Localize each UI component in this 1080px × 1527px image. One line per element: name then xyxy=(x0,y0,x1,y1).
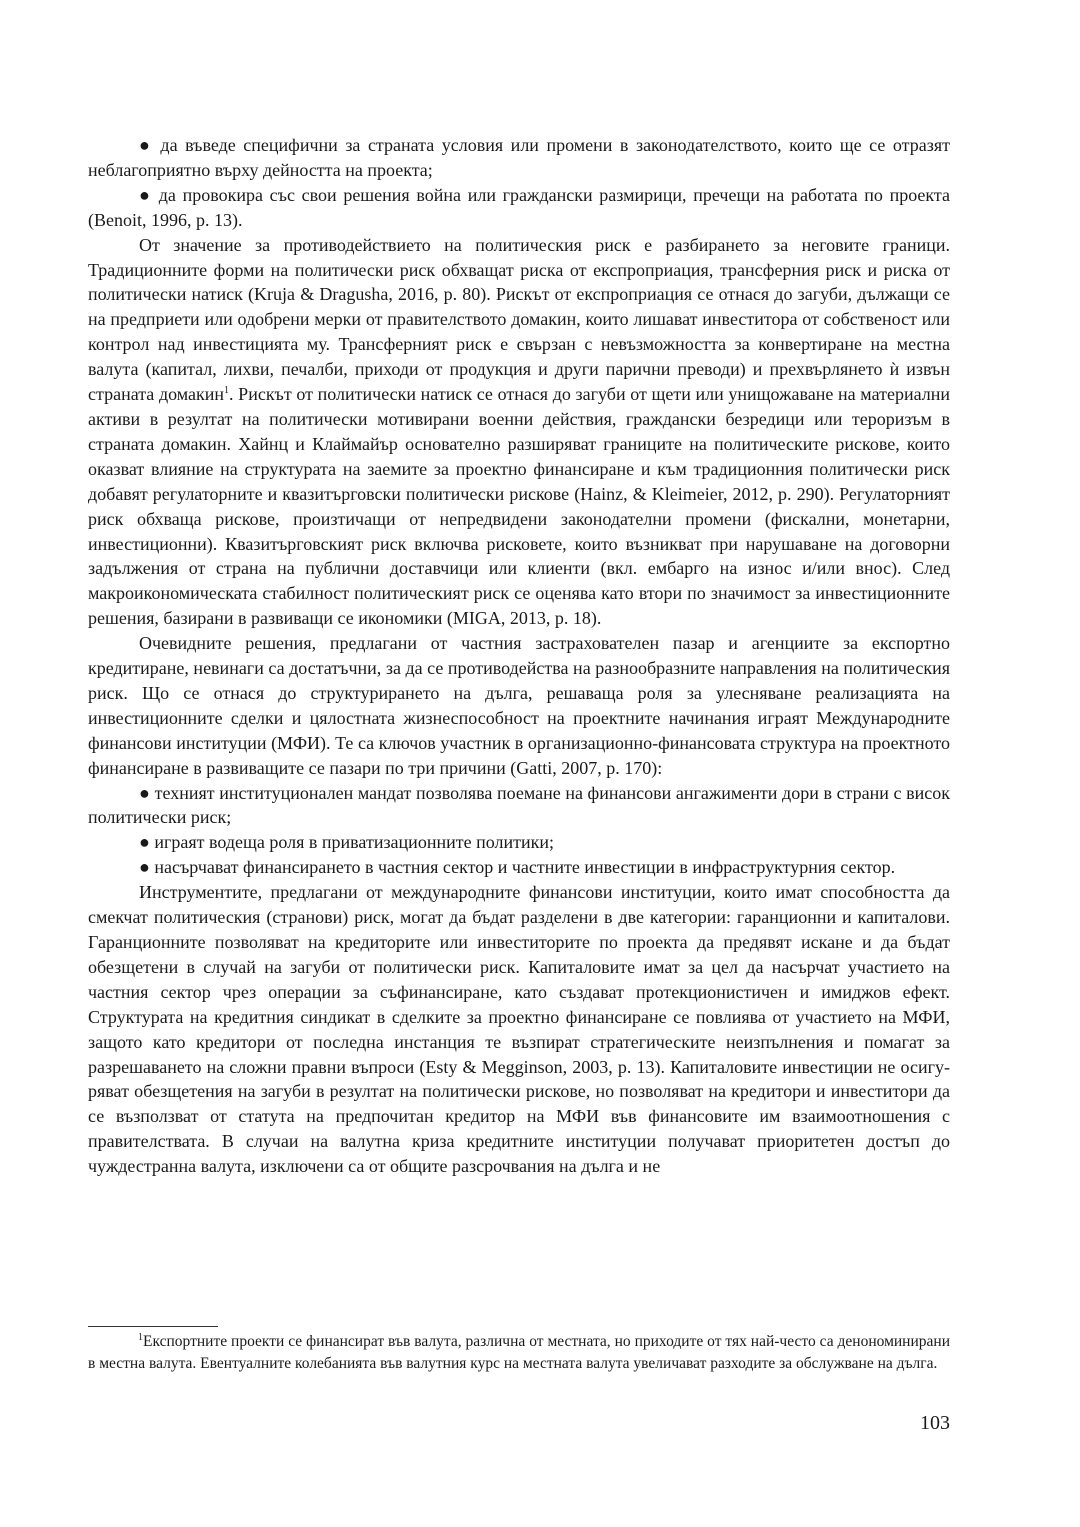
paragraph-ifi-role: Очевидните решения, предлагани от частния застрахователен пазар и агенциите за експортно кредитиране, невинаги са достатъчни, за да се противодейства на разнообразните направления на политическия риск. Що се отнася до структурирането на дълга, решаваща роля за улесняване реализацията на инвестиционните сделки и цялостната жизнеспособност на проектните начинания играят Международните финансови институции (МФИ). Те са ключов участник в организационно-финансовата структура на проектното финансиране в развиващите се пазари по три причини (Gatti, 2007, p. 170): xyxy=(88,633,950,778)
footnote-number: 1 xyxy=(138,1331,143,1343)
paragraph-political-risk-boundaries xyxy=(88,233,950,632)
paragraph-text: От значение за противодействието на политическия риск е разбирането за неговите граници. Традиционните форми на политически риск обхващат риска от експроприация, трансферния риск и риска от политически натиск (Kruja & Dragusha, 2016, p. 80). Рискът от експроприация се отнася до загуби, дължащи се на предприети или одобрени мерки от правителството домакин, които лишават инвеститора от собственост или контрол над инвестицията му. Трансферният риск е свързан с невъзможността за конвертиране на местна валута (капитал, лихви, печалби, приходи от продукция и други парични преводи) и прехвърлянето ѝ извън страната домакин xyxy=(88,234,950,405)
paragraph-text: . Рискът от политически натиск се отнася до загуби от щети или унищожаване на материални активи в резултат на политически мотивирани военни действия, граждански безредици или тероризъм в страната домакин. Хайнц и Клаймайър основателно разширяват границите на политическите рискове, които оказват влияние на структурата на заемите за проектно финансиране и към традиционния политически риск добавят регулаторните и квазитърговски политически рискове (Hainz, & Kleimeier, 2012, p. 290). Регулаторният риск обхваща рискове, произтичащи от непредвидени законодателни промени (фискални, монетарни, инвестиционни). Квазитърговският риск включва рисковете, които възникват при нарушаване на договорни задължения от страна на публични доставчици или клиенти (вкл. ембарго на износ и/или внос). След макроикономическата стабилност политическият риск се оценява като втори по значимост за инвестиционните решения, базирани в развиващи се икономики (MIGA, 2013, p. 18). xyxy=(88,384,950,629)
bullet-item: ● да въведе специфични за страната условия или промени в законодателството, които ще се отразят неблагоприятно върху дейността на проекта; xyxy=(88,135,950,180)
footnote-divider xyxy=(88,1326,218,1327)
bullet-item: ● насърчават финансирането в частния сектор и частните инвестиции в инфраструктурния сектор. xyxy=(139,857,896,878)
page-number: 103 xyxy=(920,1412,950,1434)
bullet-item: ● играят водеща роля в приватизационните политики; xyxy=(139,832,554,853)
bullet-item: ● да провокира със свои решения война или граждански размирици, пречещи на работата по проекта (Benoit, 1996, p. 13). xyxy=(88,184,950,230)
footnote-text: Експортните проекти се финансират във валута, различна от местната, но приходите от тях най-често са денономинирани в местна валута. Евентуалните колебанията във валутния курс на местната валута увеличават разходите за обслужване на дълга. xyxy=(88,1333,950,1372)
paragraph-ifi-instruments: Инструментите, предлагани от международните финансови институции, които имат способността да смекчат политическия (странови) риск, могат да бъдат разделени в две категории: гаранционни и капиталови. Гаранционните позволяват на кредиторите или инвеститорите по проекта да предявят искане и да бъдат обезщетени в случай на загуби от политически риск. Капиталовите имат за цел да насърчат участието на частния сектор чрез операции за съфинансиране, като създават протекционистичен и имиджов ефект. Структурата на кредитния синдикат в сделките за проектно финансиране се повлиява от участието на МФИ, защото като кредитори от последна инстанция те възпират стратегическите неизпълнения и помагат за разрешаването на сложни правни въпроси (Esty & Megginson, 2003, p. 13). Капиталовите инвестиции не осигуряват обезщетения на загуби в резултат на политически рискове, но позволяват на кредитори и инвеститори да се възползват от статута на предпочитан кредитор на МФИ във финансовите им взаимоотношения с правителствата. В случаи на валутна криза кредитните институции получават приоритетен достъп до чуждестранна валута, изключени са от общите разсрочвания на дълга и не xyxy=(88,882,950,1177)
body-text xyxy=(88,133,950,1179)
footnote-reference: 1 xyxy=(224,385,230,397)
footnote xyxy=(88,1331,950,1375)
bullet-item: ● техният институционален мандат позволява поемане на финансови ангажименти дори в страни с висок политически риск; xyxy=(88,782,950,828)
